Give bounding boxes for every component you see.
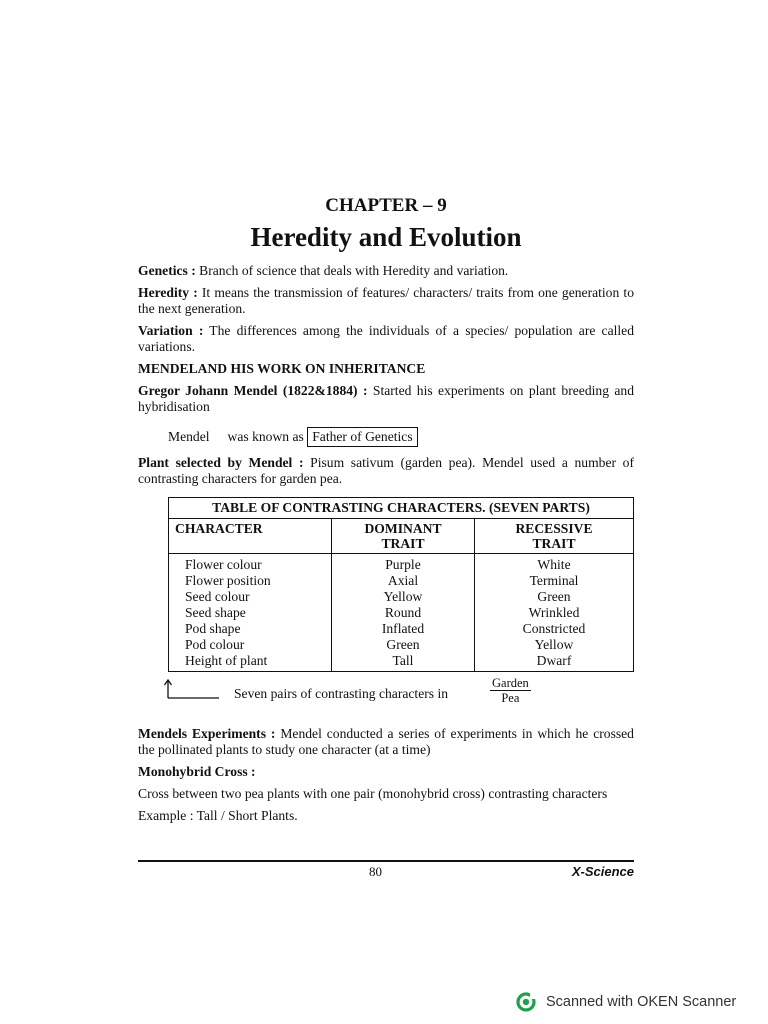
- seven-pairs-note: [138, 672, 634, 718]
- table-caption: TABLE OF CONTRASTING CHARACTERS. (SEVEN PARTS): [169, 498, 634, 519]
- garden-pea-fraction: [490, 676, 531, 705]
- variation-term: Variation :: [138, 323, 204, 338]
- header-recessive: [475, 519, 634, 554]
- mendel-name: Mendel: [168, 429, 210, 444]
- table-cell: Purple: [385, 557, 421, 572]
- chapter-label: CHAPTER – 9: [325, 195, 447, 216]
- dominant-column: [332, 554, 475, 672]
- fraction-denominator: Pea: [501, 691, 520, 705]
- mendel-known-line: [168, 427, 634, 447]
- header-recessive-line2: TRAIT: [532, 536, 576, 551]
- table-cell: Height of plant: [185, 653, 268, 668]
- table-cell: Pod colour: [185, 637, 245, 652]
- scanner-watermark: [516, 992, 736, 1012]
- genetics-text: Branch of science that deals with Heredity and variation.: [195, 263, 509, 278]
- gregor-text: Started his experiments on plant breeding and hybridisation: [138, 383, 635, 414]
- table-cell: Yellow: [534, 637, 574, 652]
- table-cell: Seed shape: [185, 605, 246, 620]
- monohybrid-heading: Monohybrid Cross :: [138, 764, 256, 779]
- page-title: Heredity and Evolution: [250, 222, 522, 252]
- heredity-term: Heredity :: [138, 285, 198, 300]
- contrasting-characters-table: [168, 497, 634, 672]
- monohybrid-paragraph: Cross between two pea plants with one pair (monohybrid cross) contrasting characters: [138, 786, 608, 801]
- variation-paragraph: [138, 323, 634, 355]
- genetics-paragraph: [138, 263, 634, 279]
- subject-label: X-Science: [571, 864, 634, 879]
- genetics-term: Genetics :: [138, 263, 196, 278]
- table-cell: Pod shape: [185, 621, 241, 636]
- mendel-known-text: was known as: [227, 429, 304, 444]
- table-cell: Inflated: [381, 621, 425, 636]
- character-column: [169, 554, 332, 672]
- header-character: CHARACTER: [169, 519, 332, 554]
- plant-paragraph: [138, 455, 634, 487]
- header-dominant-line2: TRAIT: [381, 536, 425, 551]
- experiments-text: Mendel conducted a series of experiments in which he crossed the pollinated plants to study one character (at a time): [138, 726, 634, 757]
- variation-text: The differences among the individuals of a species/ population are called variations.: [138, 323, 635, 354]
- table-cell: Seed colour: [185, 589, 250, 604]
- page-number: 80: [369, 864, 382, 879]
- table-cell: Constricted: [522, 621, 586, 636]
- table-cell: Terminal: [529, 573, 579, 588]
- gregor-term: Gregor Johann Mendel (1822&1884) :: [138, 383, 368, 398]
- header-dominant-line1: DOMINANT: [364, 521, 442, 536]
- table-cell: Dwarf: [536, 653, 572, 668]
- seven-pairs-text: Seven pairs of contrasting characters in: [234, 686, 449, 701]
- table-cell: Flower colour: [185, 557, 262, 572]
- experiments-paragraph: [138, 726, 634, 758]
- fraction-numerator: Garden: [492, 676, 529, 690]
- experiments-term: Mendels Experiments :: [138, 726, 276, 741]
- table-cell: Round: [384, 605, 422, 620]
- plant-text: Pisum sativum (garden pea). Mendel used a number of contrasting characters for garden pea.: [138, 455, 634, 486]
- document-page: [138, 195, 634, 830]
- header-recessive-line1: RECESSIVE: [515, 521, 593, 536]
- mendel-heading: MENDELAND HIS WORK ON INHERITANCE: [138, 361, 426, 376]
- table-cell: White: [537, 557, 571, 572]
- table-cell: Axial: [387, 573, 419, 588]
- table-cell: Tall: [392, 653, 414, 668]
- table-cell: Wrinkled: [528, 605, 580, 620]
- oken-logo-icon: [516, 992, 536, 1012]
- scanner-text: Scanned with OKEN Scanner: [546, 994, 737, 1010]
- table-cell: Flower position: [185, 573, 271, 588]
- plant-term: Plant selected by Mendel :: [138, 455, 304, 470]
- heredity-paragraph: [138, 285, 634, 317]
- up-arrow-icon: [163, 678, 219, 700]
- gregor-paragraph: [138, 383, 634, 415]
- header-dominant: [332, 519, 475, 554]
- table-cell: Yellow: [383, 589, 423, 604]
- example-paragraph: Example : Tall / Short Plants.: [138, 808, 298, 823]
- recessive-column: [475, 554, 634, 672]
- father-of-genetics-box: Father of Genetics: [307, 427, 417, 447]
- table-cell: Green: [537, 589, 571, 604]
- table-cell: Green: [386, 637, 420, 652]
- heredity-text: It means the transmission of features/ characters/ traits from one generation to the next generation.: [138, 285, 634, 316]
- footer-divider: [138, 860, 634, 862]
